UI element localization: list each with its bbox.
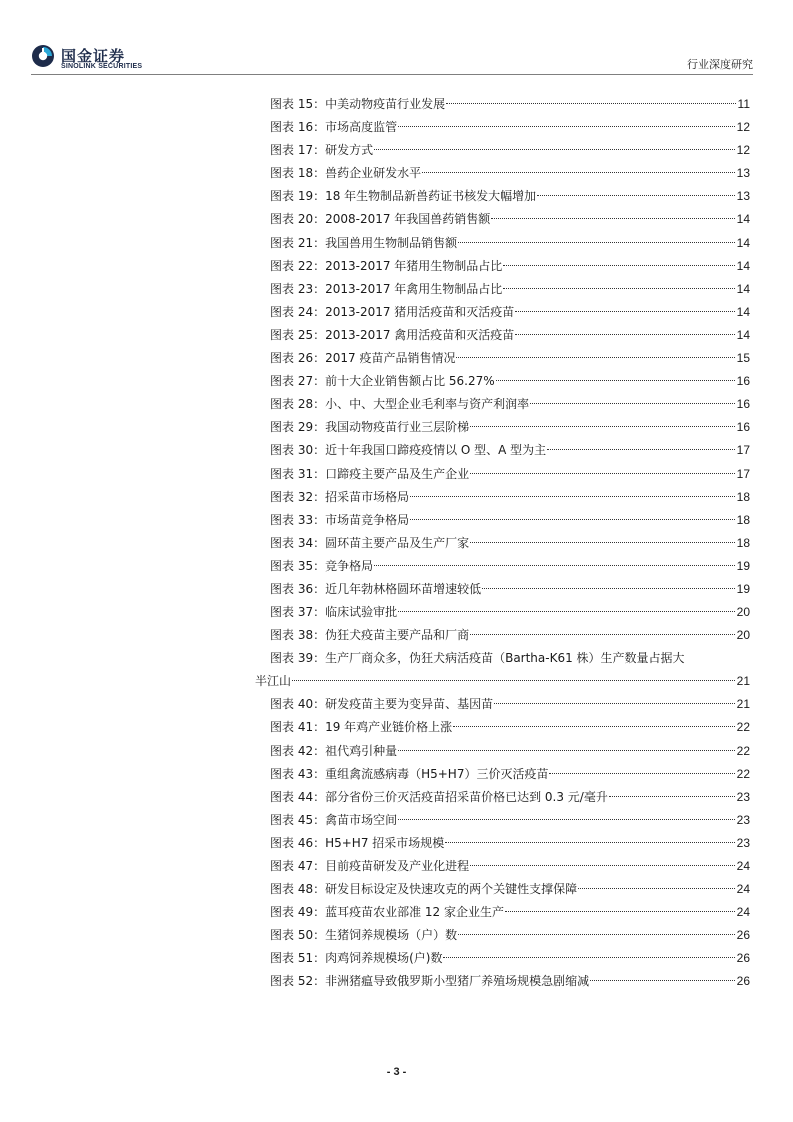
toc-entry-label: 图表 23：2013-2017 年禽用生物制品占比 bbox=[270, 281, 503, 296]
figure-index-list bbox=[255, 93, 750, 994]
dot-leader bbox=[398, 126, 735, 127]
dot-leader bbox=[374, 565, 735, 566]
toc-entry[interactable] bbox=[270, 578, 750, 601]
dot-leader bbox=[470, 542, 735, 543]
toc-entry-page: 12 bbox=[736, 143, 750, 158]
toc-entry-page: 14 bbox=[736, 281, 750, 296]
dot-leader bbox=[549, 773, 734, 774]
toc-entry-label: 图表 26：2017 疫苗产品销售情况 bbox=[270, 351, 456, 366]
toc-entry-page: 23 bbox=[736, 812, 750, 827]
dot-leader bbox=[470, 426, 735, 427]
toc-entry-label: 图表 49：蓝耳疫苗农业部准 12 家企业生产 bbox=[270, 905, 504, 920]
toc-entry-page: 15 bbox=[736, 351, 750, 366]
toc-entry-page: 14 bbox=[736, 327, 750, 342]
toc-entry-label: 图表 15：中美动物疫苗行业发展 bbox=[270, 97, 446, 111]
dot-leader bbox=[491, 218, 734, 219]
toc-entry-label: 图表 31：口蹄疫主要产品及生产企业 bbox=[270, 466, 470, 481]
toc-entry-page: 17 bbox=[736, 443, 750, 458]
toc-entry-page: 24 bbox=[736, 859, 750, 873]
toc-entry[interactable] bbox=[270, 255, 750, 278]
toc-entry[interactable] bbox=[270, 601, 750, 624]
toc-entry[interactable] bbox=[270, 162, 750, 185]
toc-entry-label: 图表 28：小、中、大型企业毛利率与资产利润率 bbox=[270, 397, 530, 412]
dot-leader bbox=[410, 519, 735, 520]
toc-entry-page: 23 bbox=[736, 789, 750, 804]
dot-leader bbox=[446, 103, 735, 104]
brand-name-en: SINOLINK SECURITIES bbox=[61, 63, 143, 70]
dot-leader bbox=[578, 888, 735, 889]
toc-entry-page: 11 bbox=[737, 97, 750, 111]
toc-entry-page: 24 bbox=[736, 905, 750, 920]
header-divider bbox=[31, 74, 753, 75]
toc-entry-label: 图表 46：H5+H7 招采市场规模 bbox=[270, 835, 445, 850]
toc-entry-continuation[interactable] bbox=[255, 670, 750, 693]
toc-entry[interactable] bbox=[270, 139, 750, 162]
report-type: 行业深度研究 bbox=[687, 58, 753, 71]
toc-entry[interactable] bbox=[270, 463, 750, 486]
toc-entry-label: 图表 34：圆环苗主要产品及生产厂家 bbox=[270, 535, 470, 550]
toc-entry-label: 图表 52：非洲猪瘟导致俄罗斯小型猪厂养殖场规模急剧缩减 bbox=[270, 974, 590, 989]
toc-entry[interactable] bbox=[270, 693, 750, 716]
toc-entry-page: 22 bbox=[736, 720, 750, 735]
toc-entry-label-cont: 半江山 bbox=[255, 674, 292, 689]
toc-entry[interactable] bbox=[270, 93, 750, 116]
toc-entry[interactable] bbox=[270, 324, 750, 347]
toc-entry-label: 图表 38：伪狂犬疫苗主要产品和厂商 bbox=[270, 628, 470, 643]
toc-entry-page: 23 bbox=[736, 835, 750, 850]
toc-entry-page: 13 bbox=[736, 189, 750, 204]
toc-entry-page: 16 bbox=[736, 397, 750, 412]
page-number: - 3 - bbox=[386, 1066, 407, 1078]
toc-entry-page: 16 bbox=[736, 420, 750, 435]
toc-entry-page: 19 bbox=[736, 581, 750, 596]
toc-entry-label: 图表 17：研发方式 bbox=[270, 143, 374, 158]
toc-entry[interactable] bbox=[270, 208, 750, 231]
toc-entry[interactable] bbox=[270, 185, 750, 208]
page-header bbox=[0, 0, 793, 80]
toc-entry-page: 24 bbox=[736, 882, 750, 897]
toc-entry-label: 图表 19：18 年生物制品新兽药证书核发大幅增加 bbox=[270, 189, 537, 204]
toc-entry-page: 22 bbox=[736, 766, 750, 781]
toc-entry-label: 图表 32：招采苗市场格局 bbox=[270, 489, 410, 504]
toc-entry-page: 14 bbox=[736, 212, 750, 227]
toc-entry-label: 图表 45：禽苗市场空间 bbox=[270, 812, 398, 827]
dot-leader bbox=[496, 380, 735, 381]
toc-entry-page: 20 bbox=[736, 605, 750, 620]
toc-entry-label: 图表 50：生猪饲养规模场（户）数 bbox=[270, 928, 458, 943]
toc-entry[interactable] bbox=[270, 786, 750, 809]
toc-entry[interactable] bbox=[270, 924, 750, 947]
dot-leader bbox=[470, 634, 735, 635]
toc-entry[interactable] bbox=[270, 509, 750, 532]
toc-entry[interactable] bbox=[270, 901, 750, 924]
toc-entry-label: 图表 41：19 年鸡产业链价格上涨 bbox=[270, 720, 453, 735]
toc-entry[interactable] bbox=[270, 232, 750, 255]
toc-entry[interactable] bbox=[270, 393, 750, 416]
toc-entry[interactable] bbox=[270, 347, 750, 370]
toc-entry-page: 22 bbox=[736, 743, 750, 758]
dot-leader bbox=[422, 172, 735, 173]
dot-leader bbox=[530, 403, 735, 404]
toc-entry-page: 18 bbox=[736, 512, 750, 527]
dot-leader bbox=[443, 957, 734, 958]
toc-entry-label: 图表 51：肉鸡饲养规模场(户)数 bbox=[270, 951, 443, 966]
dot-leader bbox=[458, 242, 735, 243]
toc-entry-page: 19 bbox=[736, 558, 750, 573]
dot-leader bbox=[590, 980, 735, 981]
toc-entry-page: 18 bbox=[736, 489, 750, 504]
dot-leader bbox=[494, 703, 735, 704]
dot-leader bbox=[398, 819, 735, 820]
toc-entry[interactable] bbox=[270, 370, 750, 393]
toc-entry[interactable] bbox=[270, 278, 750, 301]
dot-leader bbox=[456, 357, 734, 358]
toc-entry-label: 图表 47：目前疫苗研发及产业化进程 bbox=[270, 859, 470, 873]
dot-leader bbox=[547, 449, 734, 450]
toc-entry-label: 图表 35：竞争格局 bbox=[270, 558, 374, 573]
toc-entry[interactable] bbox=[270, 301, 750, 324]
toc-entry[interactable] bbox=[270, 809, 750, 832]
dot-leader bbox=[398, 611, 735, 612]
toc-entry-page: 18 bbox=[736, 535, 750, 550]
toc-entry-page: 17 bbox=[736, 466, 750, 481]
toc-entry-page: 26 bbox=[736, 928, 750, 943]
toc-entry[interactable] bbox=[270, 486, 750, 509]
toc-entry[interactable] bbox=[270, 439, 750, 462]
toc-entry-label: 图表 43：重组禽流感病毒（H5+H7）三价灭活疫苗 bbox=[270, 766, 549, 781]
dot-leader bbox=[458, 934, 735, 935]
dot-leader bbox=[292, 680, 735, 681]
toc-entry[interactable] bbox=[270, 740, 750, 763]
dot-leader bbox=[503, 265, 734, 266]
toc-entry-label: 图表 24：2013-2017 猪用活疫苗和灭活疫苗 bbox=[270, 304, 515, 319]
toc-entry-label: 图表 16：市场高度监管 bbox=[270, 120, 398, 135]
toc-entry[interactable] bbox=[270, 416, 750, 439]
toc-entry-label: 图表 33：市场苗竞争格局 bbox=[270, 512, 410, 527]
toc-entry-page: 14 bbox=[736, 235, 750, 250]
toc-entry[interactable] bbox=[270, 555, 750, 578]
dot-leader bbox=[505, 911, 735, 912]
toc-entry-label: 图表 40：研发疫苗主要为变异苗、基因苗 bbox=[270, 697, 494, 712]
toc-entry-label: 图表 21：我国兽用生物制品销售额 bbox=[270, 235, 458, 250]
dot-leader bbox=[470, 473, 735, 474]
dot-leader bbox=[410, 496, 735, 497]
toc-entry-page: 26 bbox=[736, 974, 750, 989]
dot-leader bbox=[503, 288, 734, 289]
toc-entry-page: 16 bbox=[736, 374, 750, 389]
toc-entry-page: 21 bbox=[736, 674, 750, 689]
dot-leader bbox=[515, 311, 734, 312]
toc-entry-page: 12 bbox=[736, 120, 750, 135]
dot-leader bbox=[537, 195, 734, 196]
toc-entry[interactable] bbox=[270, 532, 750, 555]
dot-leader bbox=[453, 726, 734, 727]
toc-entry[interactable] bbox=[270, 878, 750, 901]
toc-entry[interactable] bbox=[270, 947, 750, 970]
toc-entry-page: 20 bbox=[736, 628, 750, 643]
brand-name-cn: 国金证券 bbox=[61, 47, 126, 65]
toc-entry[interactable] bbox=[270, 763, 750, 786]
toc-entry[interactable] bbox=[270, 716, 750, 739]
toc-entry-label: 图表 18：兽药企业研发水平 bbox=[270, 166, 422, 181]
toc-entry-label: 图表 20：2008-2017 年我国兽药销售额 bbox=[270, 212, 491, 227]
toc-entry[interactable] bbox=[270, 855, 750, 878]
toc-entry-page: 14 bbox=[736, 258, 750, 273]
toc-entry[interactable] bbox=[270, 832, 750, 855]
toc-entry-label: 图表 48：研发目标设定及快速攻克的两个关键性支撑保障 bbox=[270, 882, 578, 897]
brand-logo bbox=[31, 44, 171, 74]
dot-leader bbox=[470, 865, 735, 866]
toc-entry-label: 图表 22：2013-2017 年猪用生物制品占比 bbox=[270, 258, 503, 273]
dot-leader bbox=[515, 334, 734, 335]
toc-entry-label: 图表 36：近几年勃林格圆环苗增速较低 bbox=[270, 581, 482, 596]
toc-entry-label: 图表 29：我国动物疫苗行业三层阶梯 bbox=[270, 420, 470, 435]
toc-entry-page: 21 bbox=[736, 697, 750, 712]
toc-entry-label: 图表 44：部分省份三价灭活疫苗招采苗价格已达到 0.3 元/毫升 bbox=[270, 789, 608, 804]
dot-leader bbox=[609, 796, 735, 797]
toc-entry-label: 图表 27：前十大企业销售额占比 56.27% bbox=[270, 374, 495, 389]
toc-entry-label: 图表 30：近十年我国口蹄疫疫情以 O 型、A 型为主 bbox=[270, 443, 547, 458]
toc-entry-label: 图表 39：生产厂商众多，伪狂犬病活疫苗（Bartha-K61 株）生产数量占据大 bbox=[270, 651, 685, 666]
dot-leader bbox=[482, 588, 735, 589]
toc-entry-label: 图表 25：2013-2017 禽用活疫苗和灭活疫苗 bbox=[270, 327, 515, 342]
toc-entry[interactable] bbox=[270, 116, 750, 139]
toc-entry[interactable] bbox=[270, 624, 750, 647]
toc-entry-page: 14 bbox=[736, 304, 750, 319]
toc-entry-page: 13 bbox=[736, 166, 750, 181]
toc-entry[interactable] bbox=[270, 970, 750, 993]
sinolink-logo-icon bbox=[31, 44, 55, 68]
dot-leader bbox=[374, 149, 735, 150]
dot-leader bbox=[398, 750, 735, 751]
toc-entry-label: 图表 42：祖代鸡引种量 bbox=[270, 743, 398, 758]
toc-entry-label: 图表 37：临床试验审批 bbox=[270, 605, 398, 620]
toc-entry-page: 26 bbox=[736, 951, 750, 966]
dot-leader bbox=[445, 842, 734, 843]
toc-entry[interactable] bbox=[270, 647, 750, 670]
